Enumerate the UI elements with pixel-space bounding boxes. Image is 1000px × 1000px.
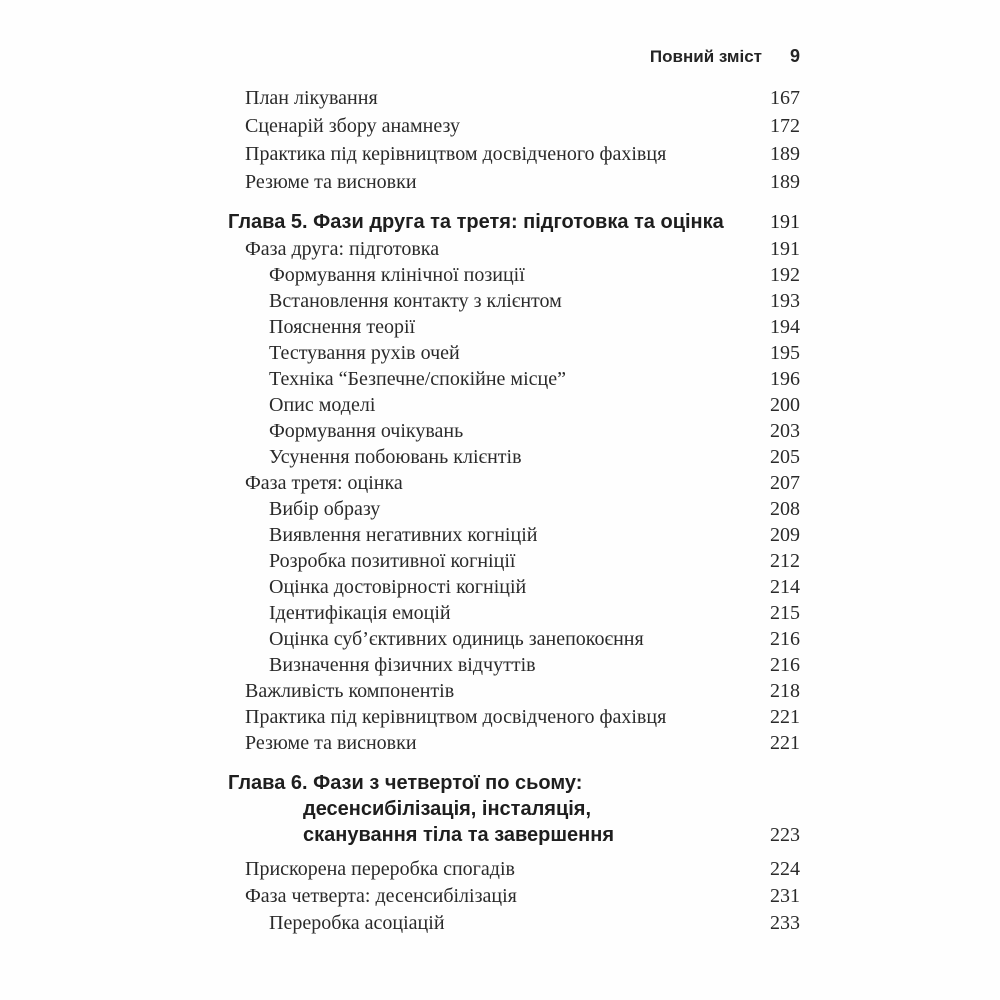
toc-entry — [228, 444, 800, 470]
toc-entry — [228, 548, 800, 574]
toc-entry-label: Фаза третя: оцінка — [245, 472, 403, 494]
toc-entry-page: 208 — [770, 498, 800, 520]
chapter-heading-line: Глава 6. Фази з четвертої по сьому: — [228, 772, 583, 794]
toc-entry — [228, 910, 800, 937]
toc-entry-label: Важливість компонентів — [245, 680, 455, 702]
toc-entry-page: 205 — [770, 446, 800, 468]
toc-entry-page: 200 — [770, 394, 800, 416]
toc-entry — [228, 574, 800, 600]
toc-entry — [228, 856, 800, 883]
chapter-heading-page: 223 — [770, 824, 800, 846]
toc-entry-page: 172 — [770, 115, 800, 137]
toc-entry — [228, 140, 800, 168]
toc-entry — [228, 262, 800, 288]
toc-entry-label: Визначення фізичних відчуттів — [269, 654, 536, 676]
toc-entry — [228, 678, 800, 704]
toc-entry — [228, 366, 800, 392]
chapter-heading-label — [228, 770, 614, 848]
toc-entry-label: Формування клінічної позиції — [269, 264, 525, 286]
chapter-heading-page: 191 — [770, 211, 800, 233]
toc-entry-page: 195 — [770, 342, 800, 364]
toc-entry-page: 216 — [770, 628, 800, 650]
toc-entry-page: 212 — [770, 550, 800, 572]
toc-entry-label: Ідентифікація емоцій — [269, 602, 451, 624]
toc-entry-page: 216 — [770, 654, 800, 676]
toc-entry — [228, 168, 800, 196]
toc-entry-page: 209 — [770, 524, 800, 546]
toc-entry — [228, 418, 800, 444]
toc-entry-page: 221 — [770, 732, 800, 754]
toc-entry-label: Виявлення негативних когніцій — [269, 524, 538, 546]
chapter-heading-line: десенсибілізація, інсталяція, — [303, 798, 592, 820]
toc-block-chapter5 — [228, 236, 800, 756]
chapter-heading-line: сканування тіла та завершення — [303, 824, 615, 846]
toc-entry — [228, 314, 800, 340]
toc-entry-label: Техніка “Безпечне/спокійне місце” — [269, 368, 566, 390]
toc-entry — [228, 112, 800, 140]
toc-entry — [228, 340, 800, 366]
toc-entry — [228, 236, 800, 262]
toc-entry-page: 167 — [770, 87, 800, 109]
running-header — [228, 46, 800, 68]
toc-entry-label: Формування очікувань — [269, 420, 464, 442]
toc-entry-label: Пояснення теорії — [269, 316, 416, 338]
toc-entry-page: 192 — [770, 264, 800, 286]
toc-content — [228, 46, 800, 937]
toc-entry-page: 191 — [770, 238, 800, 260]
toc-entry-page: 193 — [770, 290, 800, 312]
toc-entry — [228, 883, 800, 910]
toc-entry-page: 207 — [770, 472, 800, 494]
toc-entry-label: Резюме та висновки — [245, 732, 417, 754]
toc-entry — [228, 704, 800, 730]
toc-entry-label: План лікування — [245, 87, 378, 109]
toc-entry-label: Практика під керівництвом досвідченого фахівця — [245, 143, 667, 165]
toc-entry-label: Фаза друга: підготовка — [245, 238, 440, 260]
toc-entry-label: Переробка асоціацій — [269, 912, 445, 934]
toc-entry-page: 231 — [770, 885, 800, 907]
toc-entry-page: 221 — [770, 706, 800, 728]
toc-entry-label: Розробка позитивної когніції — [269, 550, 516, 572]
toc-entry-label: Тестування рухів очей — [269, 342, 460, 364]
page-number: 9 — [789, 46, 800, 66]
toc-entry-page: 189 — [770, 143, 800, 165]
toc-entry-label: Встановлення контакту з клієнтом — [269, 290, 562, 312]
toc-entry-label: Оцінка суб’єктивних одиниць занепокоєння — [269, 628, 644, 650]
toc-entry-page: 215 — [770, 602, 800, 624]
toc-entry-label: Резюме та висновки — [245, 171, 417, 193]
toc-entry — [228, 652, 800, 678]
toc-entry — [228, 470, 800, 496]
toc-entry-page: 214 — [770, 576, 800, 598]
toc-entry-label: Сценарій збору анамнезу — [245, 115, 460, 137]
toc-block-chapter6 — [228, 856, 800, 937]
chapter-heading-5 — [228, 208, 800, 236]
toc-entry-page: 196 — [770, 368, 800, 390]
toc-entry-page: 203 — [770, 420, 800, 442]
running-header-title: Повний зміст — [649, 47, 762, 66]
toc-entry-page: 218 — [770, 680, 800, 702]
toc-entry — [228, 288, 800, 314]
toc-entry-label: Усунення побоювань клієнтів — [269, 446, 522, 468]
chapter-heading-6 — [228, 770, 800, 848]
toc-entry-label: Опис моделі — [269, 394, 376, 416]
chapter-heading-label: Глава 5. Фази друга та третя: підготовка та оцінка — [228, 211, 724, 233]
toc-entry-page: 233 — [770, 912, 800, 934]
toc-entry — [228, 600, 800, 626]
toc-entry-label: Вибір образу — [269, 498, 381, 520]
toc-entry — [228, 626, 800, 652]
toc-entry-page: 194 — [770, 316, 800, 338]
toc-entry — [228, 496, 800, 522]
toc-block-top — [228, 84, 800, 196]
toc-entry-label: Прискорена переробка спогадів — [245, 858, 515, 880]
toc-entry-label: Оцінка достовірності когніцій — [269, 576, 527, 598]
toc-entry-label: Практика під керівництвом досвідченого фахівця — [245, 706, 667, 728]
toc-entry-page: 224 — [770, 858, 800, 880]
toc-entry — [228, 730, 800, 756]
toc-entry — [228, 84, 800, 112]
toc-entry-page: 189 — [770, 171, 800, 193]
toc-entry — [228, 522, 800, 548]
toc-entry — [228, 392, 800, 418]
toc-entry-label: Фаза четверта: десенсибілізація — [245, 885, 517, 907]
